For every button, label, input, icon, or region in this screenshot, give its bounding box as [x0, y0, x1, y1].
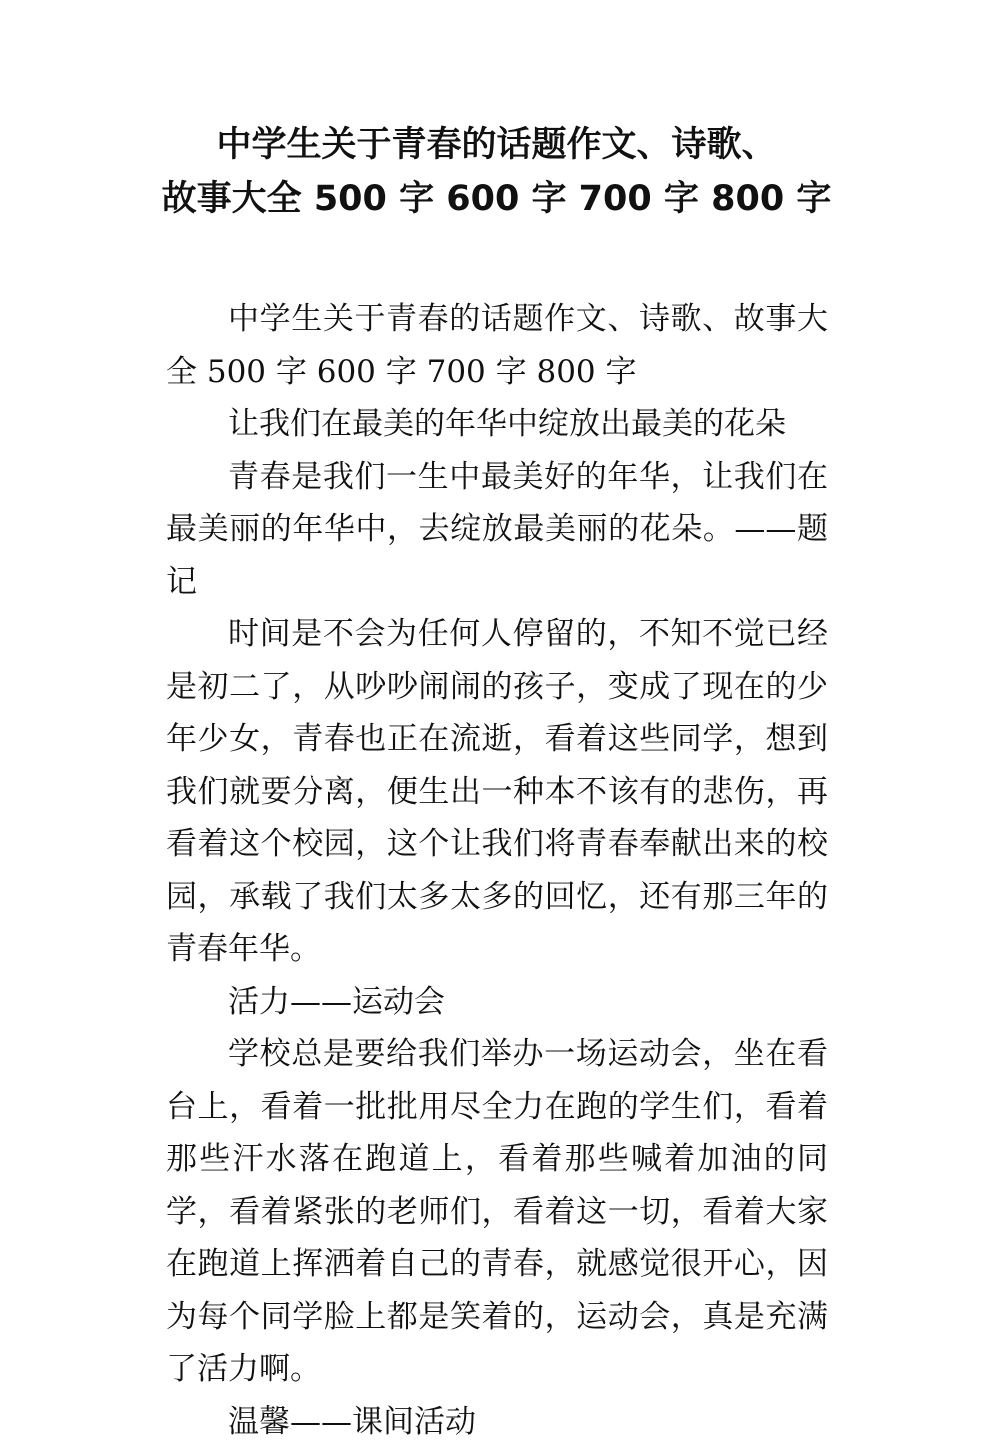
document-body — [166, 293, 828, 1448]
paragraph-intro: 中学生关于青春的话题作文、诗歌、故事大全 500 字 600 字 700 字 800 字 — [166, 293, 828, 398]
section-heading: 让我们在最美的年华中绽放出最美的花朵 — [166, 398, 828, 451]
section-heading-sports: 活力——运动会 — [166, 976, 828, 1029]
paragraph-preface: 青春是我们一生中最美好的年华，让我们在最美丽的年华中，去绽放最美丽的花朵。——题记 — [166, 451, 828, 609]
paragraph-sports: 学校总是要给我们举办一场运动会，坐在看台上，看着一批批用尽全力在跑的学生们，看着那些汗水落在跑道上，看着那些喊着加油的同学，看着紧张的老师们，看着这一切，看着大家在跑道上挥洒着自己的青春，就感觉很开心，因为每个同学脸上都是笑着的，运动会，真是充满了活力啊。 — [166, 1028, 828, 1396]
section-heading-break: 温馨——课间活动 — [166, 1396, 828, 1448]
paragraph-time: 时间是不会为任何人停留的，不知不觉已经是初二了，从吵吵闹闹的孩子，变成了现在的少年少女，青春也正在流逝，看着这些同学，想到我们就要分离，便生出一种本不该有的悲伤，再看着这个校园，这个让我们将青春奉献出来的校园，承载了我们太多太多的回忆，还有那三年的青春年华。 — [166, 608, 828, 976]
title-line-1: 中学生关于青春的话题作文、诗歌、 — [120, 118, 873, 172]
document-title — [120, 118, 873, 226]
title-line-2: 故事大全 500 字 600 字 700 字 800 字 — [120, 172, 873, 226]
